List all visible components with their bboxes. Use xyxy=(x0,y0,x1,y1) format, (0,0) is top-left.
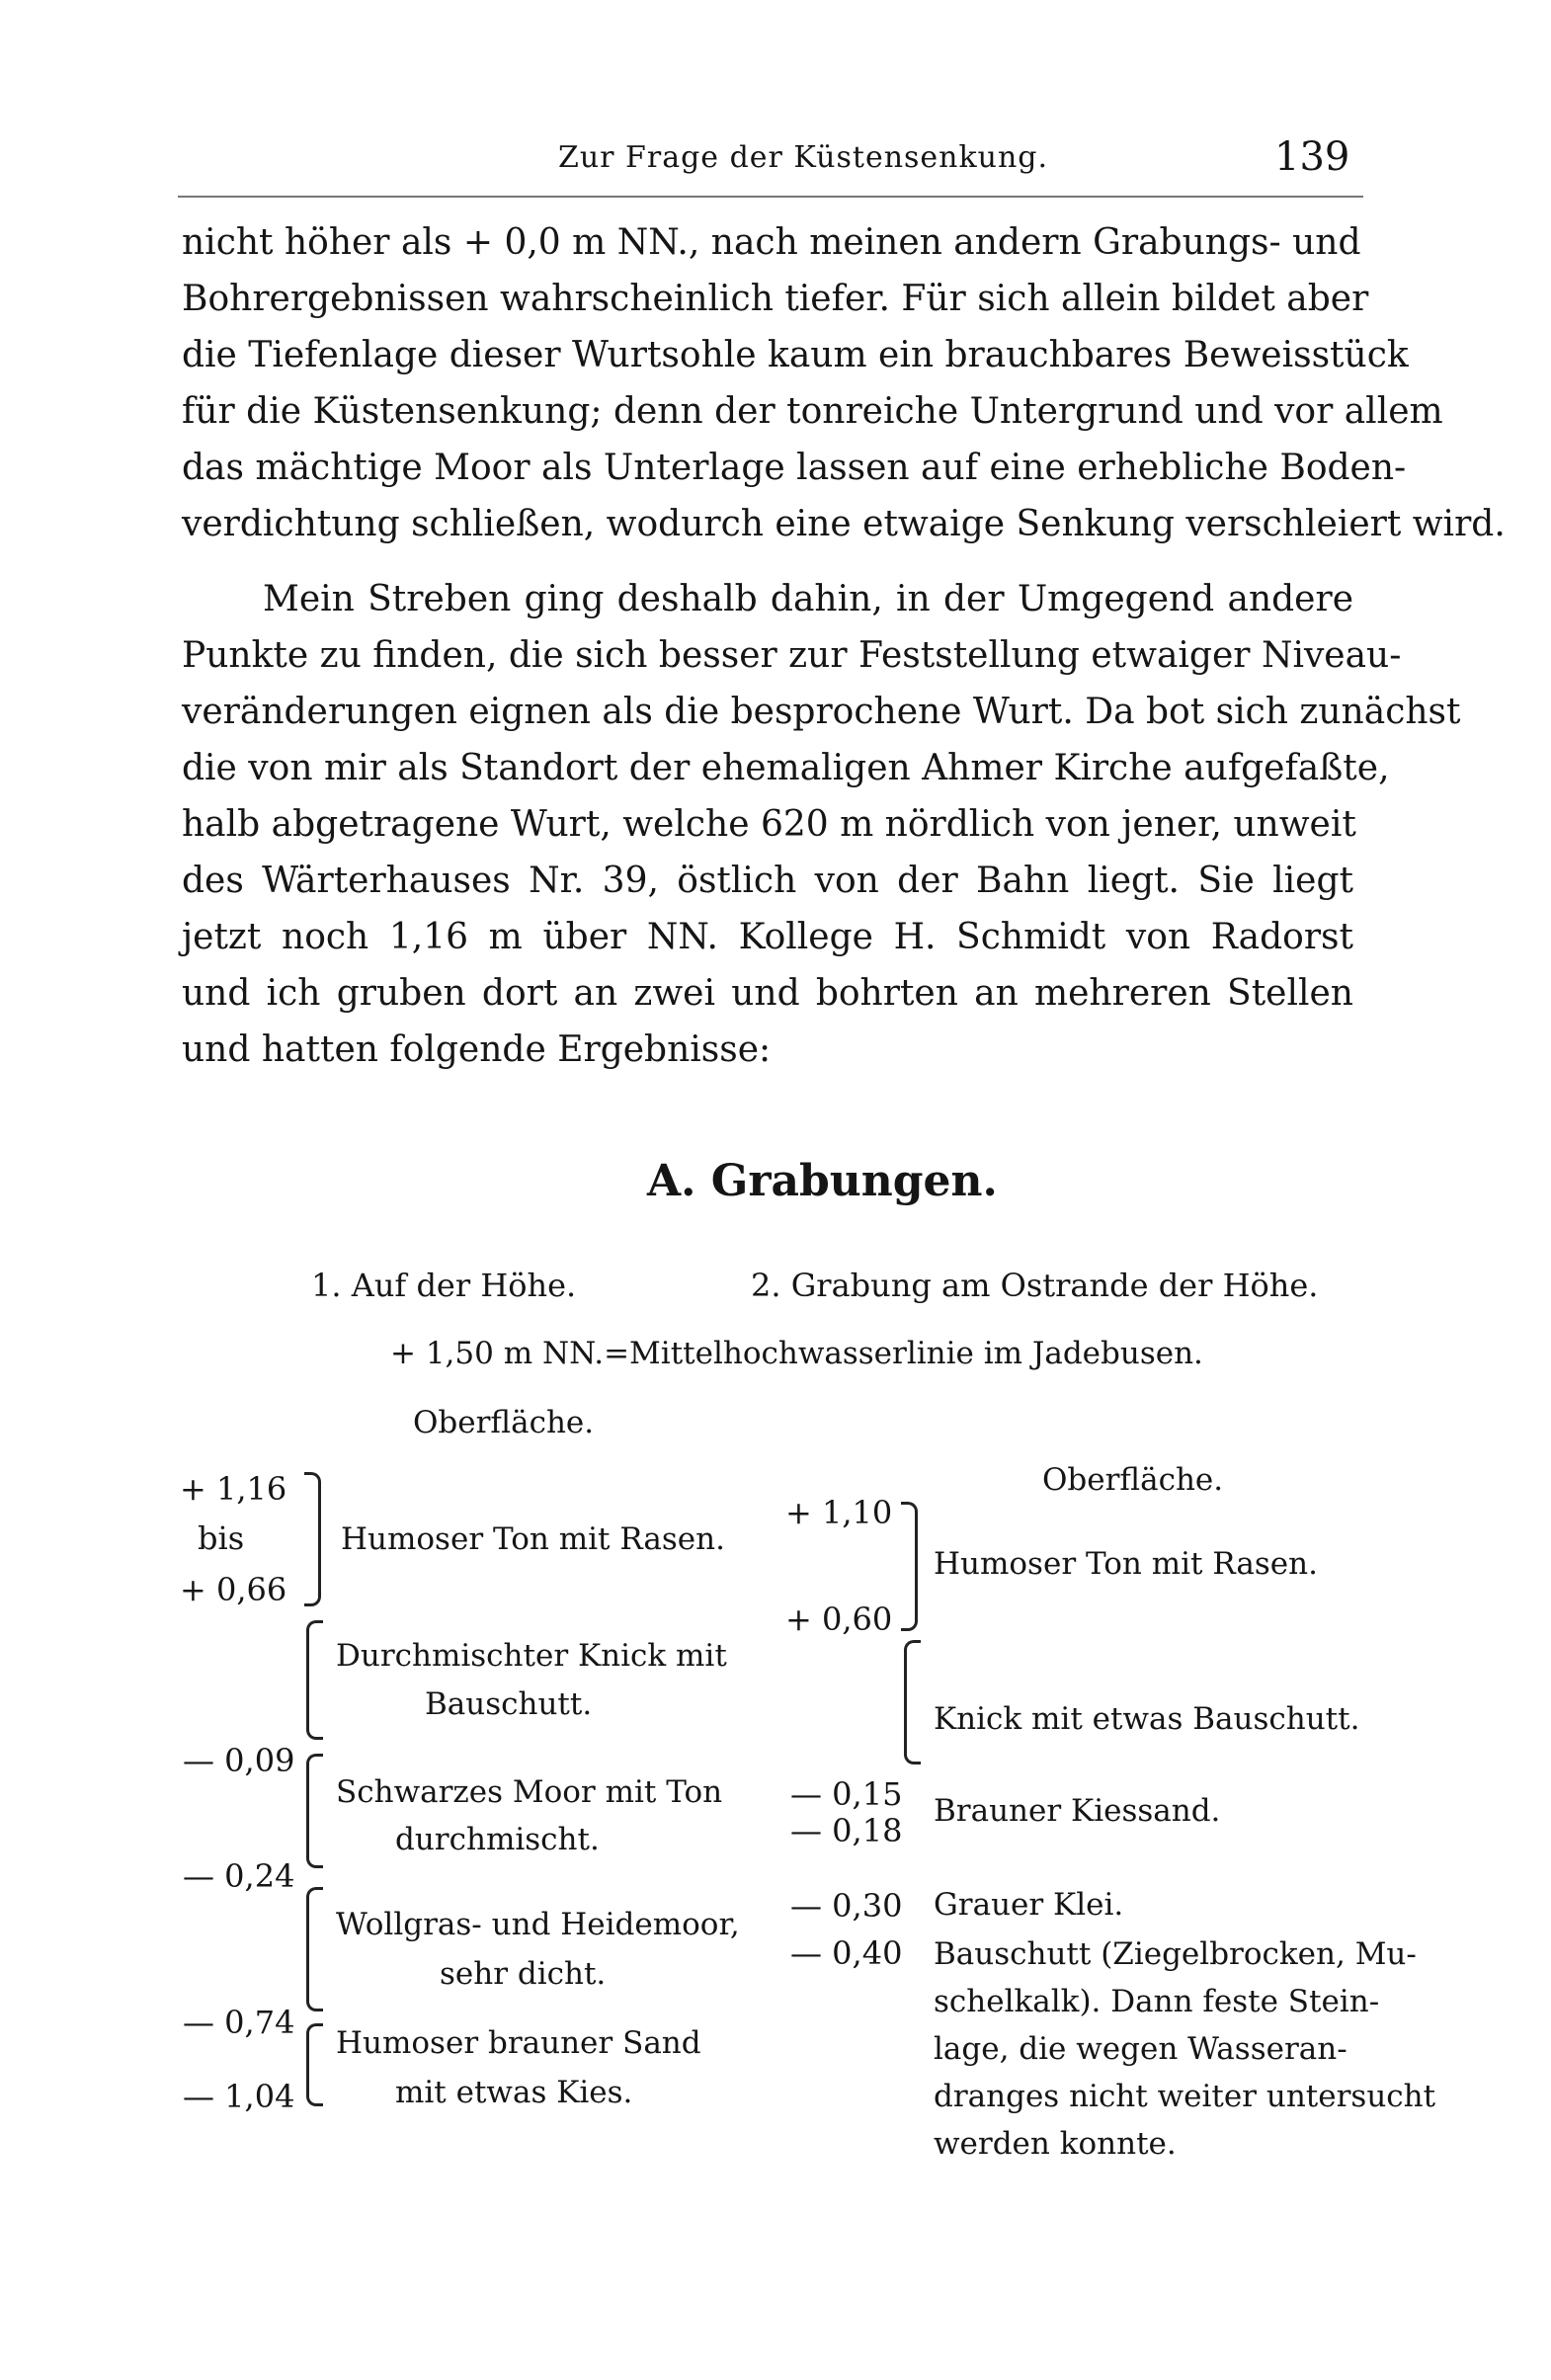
layer-description: Humoser Ton mit Rasen. xyxy=(934,1546,1318,1582)
surface-label-2: Oberfläche. xyxy=(1042,1462,1224,1498)
depth-value: — 1,04 xyxy=(183,2078,295,2115)
section-heading: A. Grabungen. xyxy=(647,1156,998,1206)
layer-description: Wollgras- und Heidemoor, xyxy=(336,1907,740,1942)
paragraph-1 xyxy=(182,214,1506,552)
brace xyxy=(904,1640,921,1764)
layer-description: Brauner Kiessand. xyxy=(934,1793,1221,1829)
depth-value: — 0,15 xyxy=(790,1775,903,1813)
depth-bis: bis xyxy=(198,1519,245,1557)
layer-description: Humoser Ton mit Rasen. xyxy=(341,1521,725,1557)
reference-line: + 1,50 m NN.=Mittelhochwasserlinie im Jadebusen. xyxy=(390,1336,1203,1371)
brace xyxy=(304,1472,321,1606)
layer-description: mit etwas Kies. xyxy=(395,2075,633,2110)
depth-value: — 0,24 xyxy=(183,1857,295,1895)
layer-description: durchmischt. xyxy=(395,1822,600,1857)
depth-value: — 0,40 xyxy=(790,1934,903,1972)
surface-label-1: Oberfläche. xyxy=(413,1405,595,1440)
brace xyxy=(306,1754,323,1868)
text-line: jetzt noch 1,16 m über NN. Kollege H. Schmidt von Radorst xyxy=(182,917,1353,957)
brace xyxy=(306,1887,323,2011)
depth-value: + 0,66 xyxy=(180,1571,287,1608)
running-header: Zur Frage der Küstensenkung. xyxy=(558,140,1049,175)
layer-description: Schwarzes Moor mit Ton xyxy=(336,1774,723,1810)
paragraph-2 xyxy=(182,571,1461,1078)
layer-description: lage, die wegen Wasseran- xyxy=(934,2031,1347,2067)
text-line: und hatten folgende Ergebnisse: xyxy=(182,1029,772,1070)
text-line: Punkte zu finden, die sich besser zur Feststellung etwaiger Niveau- xyxy=(182,635,1402,676)
layer-description: Durchmischter Knick mit xyxy=(336,1638,727,1674)
brace xyxy=(306,2023,323,2106)
layer-description: Grauer Klei. xyxy=(934,1887,1124,1923)
depth-value: — 0,09 xyxy=(183,1742,295,1779)
page-number: 139 xyxy=(1274,134,1350,180)
brace xyxy=(901,1502,918,1631)
column-1-title: 1. Auf der Höhe. xyxy=(311,1267,577,1304)
text-line: des Wärterhauses Nr. 39, östlich von der Bahn liegt. Sie liegt xyxy=(182,861,1353,901)
text-line: die von mir als Standort der ehemaligen Ahmer Kirche aufgefaßte, xyxy=(182,748,1390,788)
layer-description: Knick mit etwas Bauschutt. xyxy=(934,1701,1360,1737)
text-line: halb abgetragene Wurt, welche 620 m nördlich von jener, unweit xyxy=(182,804,1356,845)
layer-description: Bauschutt. xyxy=(425,1686,593,1722)
layer-description: Humoser brauner Sand xyxy=(336,2025,701,2061)
text-line: veränderungen eignen als die besprochene Wurt. Da bot sich zunächst xyxy=(182,692,1461,732)
layer-description: Bauschutt (Ziegelbrocken, Mu- xyxy=(934,1936,1417,1972)
layer-description: sehr dicht. xyxy=(440,1956,607,1992)
layer-description: dranges nicht weiter untersucht xyxy=(934,2079,1436,2114)
brace xyxy=(306,1620,323,1740)
text-line: für die Küstensenkung; denn der tonreiche Untergrund und vor allem xyxy=(182,391,1443,432)
text-line: verdichtung schließen, wodurch eine etwaige Senkung verschleiert wird. xyxy=(182,504,1506,544)
depth-value: + 1,10 xyxy=(785,1494,893,1531)
header-rule xyxy=(178,196,1363,198)
depth-value: + 0,60 xyxy=(785,1600,893,1638)
text-line: Mein Streben ging deshalb dahin, in der Umgegend andere xyxy=(263,579,1353,619)
depth-value: — 0,74 xyxy=(183,2004,295,2041)
text-line: Bohrergebnissen wahrscheinlich tiefer. Für sich allein bildet aber xyxy=(182,279,1369,319)
text-line: die Tiefenlage dieser Wurtsohle kaum ein brauchbares Beweisstück xyxy=(182,335,1409,375)
layer-description: werden konnte. xyxy=(934,2126,1177,2162)
depth-value: — 0,18 xyxy=(790,1812,903,1849)
layer-description: schelkalk). Dann feste Stein- xyxy=(934,1984,1380,2019)
column-2-title: 2. Grabung am Ostrande der Höhe. xyxy=(751,1267,1319,1304)
depth-value: — 0,30 xyxy=(790,1887,903,1925)
text-line: und ich gruben dort an zwei und bohrten an mehreren Stellen xyxy=(182,973,1353,1014)
text-line: nicht höher als + 0,0 m NN., nach meinen andern Grabungs- und xyxy=(182,222,1361,263)
depth-value: + 1,16 xyxy=(180,1470,287,1508)
text-line: das mächtige Moor als Unterlage lassen auf eine erhebliche Boden- xyxy=(182,448,1407,488)
